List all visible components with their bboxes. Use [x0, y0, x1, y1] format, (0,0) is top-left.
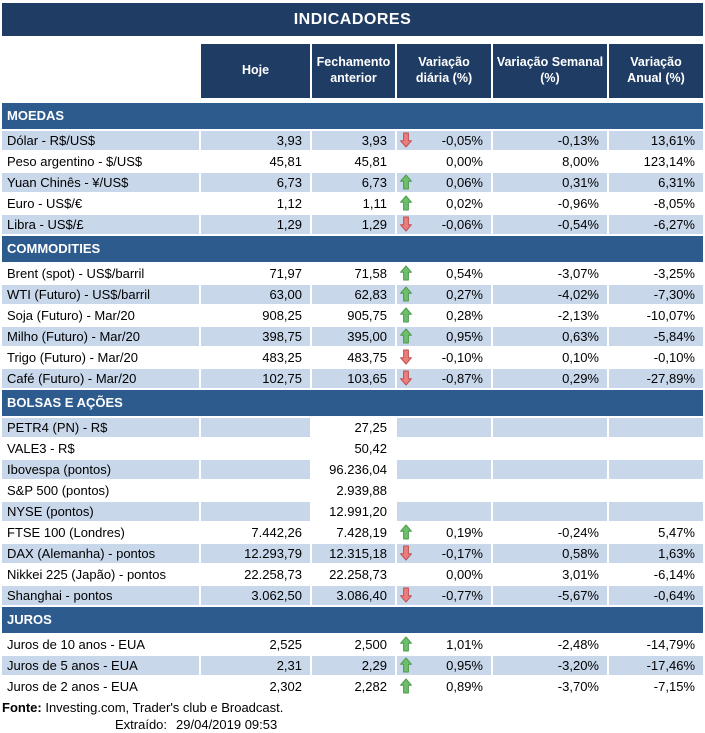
cell-semanal: -0,96%: [557, 196, 599, 211]
cell-diaria: -0,17%: [397, 544, 491, 563]
cell-hoje: [201, 460, 310, 479]
down-arrow-icon: [400, 370, 412, 386]
cell-anual: -14,79%: [646, 637, 695, 652]
cell-hoje: 3,93: [201, 131, 310, 150]
cell-label: Juros de 2 anos - EUA: [7, 679, 138, 694]
extracted-timestamp: 29/04/2019 09:53: [176, 717, 278, 732]
cell-diaria: 0,54%: [397, 264, 491, 283]
cell-hoje: 63,00: [201, 285, 310, 304]
table-row: [2, 131, 703, 150]
cell-label: Brent (spot) - US$/barril: [7, 266, 145, 281]
cell-hoje: 102,75: [201, 369, 310, 388]
cell-diaria: -0,87%: [397, 369, 491, 388]
table-row: [2, 439, 703, 458]
cell-hoje: 2,302: [269, 679, 302, 694]
cell-fechamento: 1,29: [312, 215, 395, 234]
down-arrow-icon: [400, 216, 412, 232]
table-row: [2, 502, 703, 521]
cell-diaria: 0,19%: [397, 523, 491, 542]
table-row: [2, 677, 703, 696]
cell-diaria: 0,89%: [397, 677, 491, 696]
page-title: INDICADORES: [2, 3, 703, 36]
cell-semanal: [493, 439, 607, 458]
cell-label: Shanghai - pontos: [2, 586, 199, 605]
up-arrow-icon: [400, 524, 412, 540]
cell-fechamento: 96.236,04: [329, 462, 387, 477]
up-arrow-icon: [400, 328, 412, 344]
down-arrow-icon: [400, 349, 412, 365]
cell-anual: 5,47%: [658, 525, 695, 540]
cell-hoje: 398,75: [201, 327, 310, 346]
up-arrow-icon: [400, 265, 412, 281]
table-row: [2, 481, 703, 500]
cell-semanal: -5,67%: [493, 586, 607, 605]
cell-semanal: 0,58%: [493, 544, 607, 563]
cell-semanal: [493, 502, 607, 521]
cell-diaria: 0,28%: [397, 306, 491, 325]
up-arrow-icon: [400, 307, 412, 323]
cell-hoje: [201, 481, 310, 500]
cell-semanal: 0,63%: [493, 327, 607, 346]
cell-anual: -3,25%: [653, 266, 695, 281]
cell-anual: -0,10%: [653, 350, 695, 365]
cell-anual: -7,15%: [653, 679, 695, 694]
source-label: Fonte:: [2, 700, 42, 715]
table-row: [2, 264, 703, 283]
section-header-moedas: MOEDAS: [2, 103, 703, 129]
table-row: [2, 306, 703, 325]
column-header-variacao-anual: Variação Anual (%): [609, 44, 703, 98]
cell-anual: -8,05%: [653, 196, 695, 211]
cell-label: Dólar - R$/US$: [2, 131, 199, 150]
down-arrow-icon: [400, 545, 412, 561]
cell-hoje: 2,525: [269, 637, 302, 652]
cell-anual: [609, 481, 703, 500]
cell-label: PETR4 (PN) - R$: [2, 418, 199, 437]
cell-fechamento: 103,65: [312, 369, 395, 388]
table-row: [2, 285, 703, 304]
cell-label: WTI (Futuro) - US$/barril: [2, 285, 199, 304]
cell-label: Juros de 10 anos - EUA: [7, 637, 146, 652]
cell-hoje: 1,29: [201, 215, 310, 234]
table-row: [2, 586, 703, 605]
column-header-variacao-diaria: Variação diária (%): [397, 44, 491, 98]
up-arrow-icon: [400, 657, 412, 673]
cell-hoje: 908,25: [262, 308, 302, 323]
cell-label: Café (Futuro) - Mar/20: [2, 369, 199, 388]
cell-anual: -6,14%: [653, 567, 695, 582]
cell-fechamento: 905,75: [347, 308, 387, 323]
source-line: [2, 699, 703, 716]
table-row: [2, 152, 703, 171]
table-row: [2, 656, 703, 675]
cell-diaria: 0,27%: [397, 285, 491, 304]
cell-label: Juros de 5 anos - EUA: [2, 656, 199, 675]
cell-semanal: [493, 418, 607, 437]
cell-anual: 13,61%: [609, 131, 703, 150]
cell-semanal: -0,13%: [493, 131, 607, 150]
cell-hoje: [201, 502, 310, 521]
cell-semanal: 0,10%: [562, 350, 599, 365]
cell-fechamento: 12.991,20: [329, 504, 387, 519]
section-header-commodities: COMMODITIES: [2, 236, 703, 262]
cell-diaria: -0,06%: [397, 215, 491, 234]
cell-label: Euro - US$/€: [7, 196, 83, 211]
table-body: [2, 103, 703, 696]
cell-semanal: -2,13%: [557, 308, 599, 323]
cell-label: Peso argentino - $/US$: [7, 154, 143, 169]
cell-semanal: [493, 481, 607, 500]
table-row: [2, 194, 703, 213]
cell-anual: 1,63%: [609, 544, 703, 563]
cell-anual: -5,84%: [609, 327, 703, 346]
cell-hoje: 71,97: [269, 266, 302, 281]
cell-fechamento: 483,75: [347, 350, 387, 365]
cell-fechamento: 2,282: [354, 679, 387, 694]
cell-semanal: -4,02%: [493, 285, 607, 304]
cell-anual: -17,46%: [609, 656, 703, 675]
cell-fechamento: 2.939,88: [336, 483, 387, 498]
cell-semanal: -3,07%: [557, 266, 599, 281]
source-text: Investing.com, Trader's club e Broadcast.: [41, 700, 284, 715]
cell-anual: -0,64%: [609, 586, 703, 605]
cell-semanal: -0,54%: [493, 215, 607, 234]
cell-hoje: 2,31: [201, 656, 310, 675]
cell-label: DAX (Alemanha) - pontos: [2, 544, 199, 563]
cell-semanal: -3,20%: [493, 656, 607, 675]
up-arrow-icon: [400, 286, 412, 302]
cell-fechamento: 2,500: [354, 637, 387, 652]
cell-label: Soja (Futuro) - Mar/20: [7, 308, 135, 323]
cell-semanal: 0,31%: [493, 173, 607, 192]
cell-diaria: 0,95%: [397, 327, 491, 346]
cell-anual: [609, 418, 703, 437]
cell-hoje: [201, 418, 310, 437]
cell-semanal: 8,00%: [562, 154, 599, 169]
cell-fechamento: 12.315,18: [312, 544, 395, 563]
cell-fechamento: 62,83: [312, 285, 395, 304]
cell-fechamento: 3.086,40: [312, 586, 395, 605]
column-header-hoje: Hoje: [201, 44, 310, 98]
cell-diaria: -0,10%: [397, 348, 491, 367]
header-label-spacer: [2, 44, 199, 98]
cell-diaria: [397, 418, 491, 437]
table-row: [2, 348, 703, 367]
cell-fechamento: 71,58: [354, 266, 387, 281]
cell-fechamento: 7.428,19: [336, 525, 387, 540]
cell-fechamento: 3,93: [312, 131, 395, 150]
cell-diaria: -0,77%: [397, 586, 491, 605]
cell-fechamento: 1,11: [362, 196, 387, 211]
cell-anual: 6,31%: [609, 173, 703, 192]
table-row: [2, 544, 703, 563]
cell-hoje: 45,81: [269, 154, 302, 169]
cell-label: Milho (Futuro) - Mar/20: [2, 327, 199, 346]
up-arrow-icon: [400, 678, 412, 694]
cell-diaria: 0,06%: [397, 173, 491, 192]
cell-anual: [609, 460, 703, 479]
extracted-label: Extraído:: [115, 717, 168, 732]
cell-diaria: [397, 439, 491, 458]
cell-diaria: 0,95%: [397, 656, 491, 675]
table-row: [2, 215, 703, 234]
cell-label: FTSE 100 (Londres): [7, 525, 125, 540]
column-header-fechamento: Fechamento anterior: [312, 44, 395, 98]
cell-fechamento: 45,81: [354, 154, 387, 169]
cell-hoje: 3.062,50: [201, 586, 310, 605]
cell-label: S&P 500 (pontos): [7, 483, 110, 498]
cell-anual: -7,30%: [609, 285, 703, 304]
table-row: [2, 369, 703, 388]
table-row: [2, 418, 703, 437]
up-arrow-icon: [400, 636, 412, 652]
cell-diaria: 0,02%: [397, 194, 491, 213]
cell-fechamento: 22.258,73: [329, 567, 387, 582]
cell-label: Ibovespa (pontos): [2, 460, 199, 479]
cell-label: NYSE (pontos): [2, 502, 199, 521]
cell-anual: [609, 502, 703, 521]
cell-diaria: [397, 460, 491, 479]
up-arrow-icon: [400, 174, 412, 190]
extracted-line: [115, 716, 703, 733]
cell-semanal: -0,24%: [557, 525, 599, 540]
section-header-juros: JUROS: [2, 607, 703, 633]
cell-diaria: [397, 481, 491, 500]
cell-label: Nikkei 225 (Japão) - pontos: [7, 567, 166, 582]
section-header-bolsas-e-a-es: BOLSAS E AÇÕES: [2, 390, 703, 416]
table-row: [2, 523, 703, 542]
cell-anual: [609, 439, 703, 458]
table-row: [2, 327, 703, 346]
cell-label: Trigo (Futuro) - Mar/20: [7, 350, 138, 365]
table-row: [2, 565, 703, 584]
cell-diaria: 1,01%: [397, 635, 491, 654]
up-arrow-icon: [400, 195, 412, 211]
cell-fechamento: 50,42: [354, 441, 387, 456]
cell-anual: -6,27%: [609, 215, 703, 234]
cell-diaria: [397, 502, 491, 521]
cell-hoje: 22.258,73: [244, 567, 302, 582]
cell-diaria: -0,05%: [397, 131, 491, 150]
table-row: [2, 460, 703, 479]
cell-hoje: 7.442,26: [251, 525, 302, 540]
table-row: [2, 635, 703, 654]
cell-anual: 123,14%: [643, 154, 695, 169]
cell-semanal: [493, 460, 607, 479]
cell-diaria: 0,00%: [446, 154, 483, 169]
cell-hoje: 12.293,79: [201, 544, 310, 563]
cell-semanal: -2,48%: [557, 637, 599, 652]
cell-fechamento: 2,29: [312, 656, 395, 675]
cell-fechamento: 395,00: [312, 327, 395, 346]
cell-anual: -10,07%: [646, 308, 695, 323]
cell-fechamento: 6,73: [312, 173, 395, 192]
cell-hoje: 1,12: [276, 196, 302, 211]
table-row: [2, 173, 703, 192]
cell-diaria: 0,00%: [446, 567, 483, 582]
cell-label: VALE3 - R$: [7, 441, 75, 456]
cell-hoje: 483,25: [262, 350, 302, 365]
cell-hoje: 6,73: [201, 173, 310, 192]
cell-semanal: -3,70%: [557, 679, 599, 694]
column-header-variacao-semanal: Variação Semanal (%): [493, 44, 607, 98]
cell-label: Libra - US$/£: [2, 215, 199, 234]
down-arrow-icon: [400, 587, 412, 603]
cell-semanal: 3,01%: [562, 567, 599, 582]
table-header-row: [2, 44, 703, 98]
cell-anual: -27,89%: [609, 369, 703, 388]
cell-hoje: [201, 439, 310, 458]
down-arrow-icon: [400, 132, 412, 148]
cell-semanal: 0,29%: [493, 369, 607, 388]
cell-label: Yuan Chinês - ¥/US$: [2, 173, 199, 192]
cell-fechamento: 27,25: [354, 420, 387, 435]
